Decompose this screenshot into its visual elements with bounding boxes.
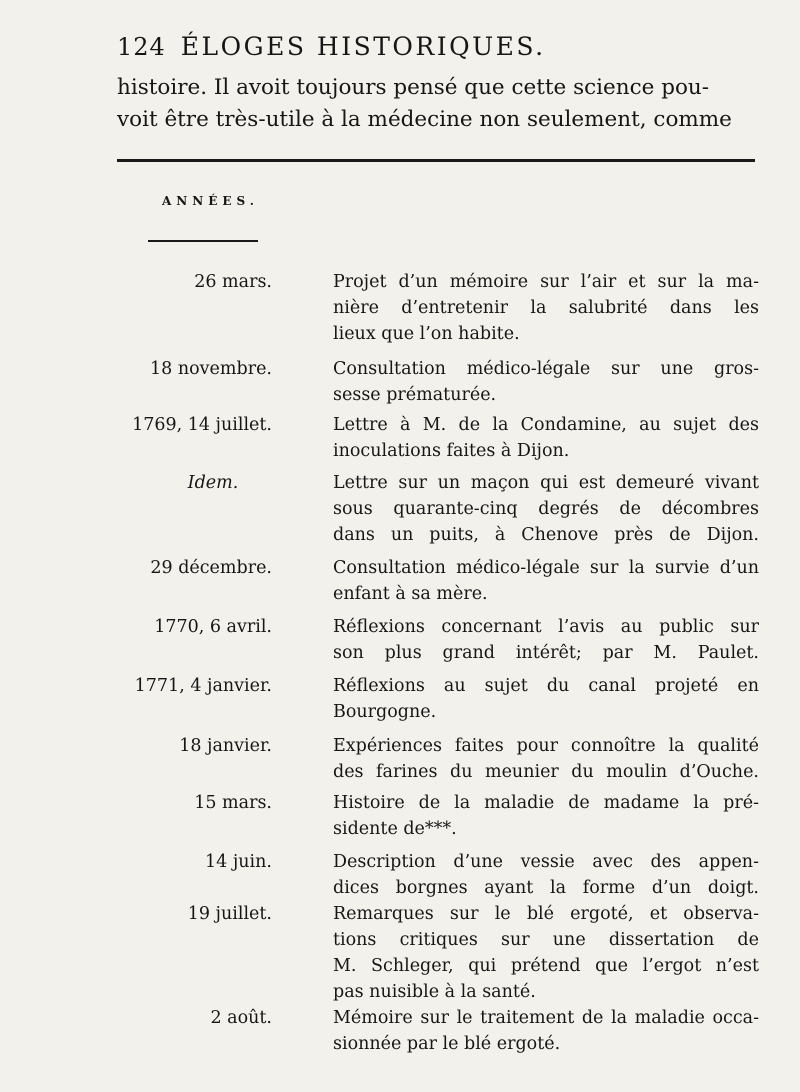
entry-line: Remarques sur le blé ergoté, et observa- [333,904,759,924]
entry-date: 18 novembre. [150,359,272,379]
column-heading: ANNÉES. [162,194,259,208]
entry-line: Réflexions concernant l’avis au public sur [333,617,759,637]
entry-line: sesse prématurée. [333,385,497,405]
entry-date: 26 mars. [194,272,272,292]
page-header [117,32,546,61]
entry-text [333,733,759,785]
entry-line: sous quarante-cinq degrés de décombres [333,499,759,519]
entry-text [333,673,759,725]
entry-text [333,1005,759,1057]
entry-text [333,412,759,464]
running-title: ÉLOGES HISTORIQUES. [180,32,546,61]
entry-line: dans un puits, à Chenove près de Dijon. [333,525,759,545]
entry-line: des farines du meunier du moulin d’Ouche. [333,762,759,782]
entry-date: 1771, 4 janvier. [134,676,272,696]
entry-line: Lettre à M. de la Condamine, au sujet des [333,415,759,435]
entry-text [333,901,759,1005]
entry-line: dices borgnes ayant la forme d’un doigt. [333,878,759,898]
entry-date: 1770, 6 avril. [154,617,272,637]
entry-date: 18 janvier. [179,736,272,756]
entry-line: Description d’une vessie avec des appen- [333,852,759,872]
entry-line: Bourgogne. [333,702,437,722]
entry-text [333,849,759,901]
entry-line: son plus grand intérêt; par M. Paulet. [333,643,759,663]
entry-text [333,555,759,607]
entry-line: Expériences faites pour connoître la qualité [333,736,759,756]
entry-line: Lettre sur un maçon qui est demeuré vivant [333,473,759,493]
entry-text [333,470,759,548]
entry-line: Réflexions au sujet du canal projeté en [333,676,759,696]
entry-line: Consultation médico-légale sur une gros- [333,359,759,379]
intro-line-1: histoire. Il avoit toujours pensé que cette science pou- [117,75,710,100]
entry-line: lieux que l’on habite. [333,324,520,344]
entry-line: sidente de***. [333,819,457,839]
entry-date: 15 mars. [194,793,272,813]
entry-line: sionnée par le blé ergoté. [333,1034,561,1054]
entry-line: Consultation médico-légale sur la survie d’un [333,558,759,578]
entry-line: enfant à sa mère. [333,584,488,604]
entry-line: M. Schleger, qui prétend que l’ergot n’est [333,956,759,976]
heading-underline [148,240,258,242]
entry-date: Idem. [187,473,239,493]
separator-rule [117,159,755,162]
entry-line: Mémoire sur le traitement de la maladie occa- [333,1008,759,1028]
intro-line-2: voit être très-utile à la médecine non seulement, comme [117,107,732,132]
entry-line: inoculations faites à Dijon. [333,441,570,461]
entry-line: Histoire de la maladie de madame la pré- [333,793,759,813]
entry-line: nière d’entretenir la salubrité dans les [333,298,759,318]
entry-line: tions critiques sur une dissertation de [333,930,759,950]
entry-date: 19 juillet. [187,904,272,924]
entry-text [333,614,759,666]
entry-date: 14 juin. [205,852,272,872]
entry-text [333,269,759,347]
entry-date: 2 août. [210,1008,272,1028]
entry-text [333,790,759,842]
entry-date: 1769, 14 juillet. [132,415,272,435]
entry-line: Projet d’un mémoire sur l’air et sur la ma- [333,272,759,292]
page-number: 124 [117,33,166,61]
entry-text [333,356,759,408]
entry-date: 29 décembre. [150,558,272,578]
entry-line: pas nuisible à la santé. [333,982,536,1002]
